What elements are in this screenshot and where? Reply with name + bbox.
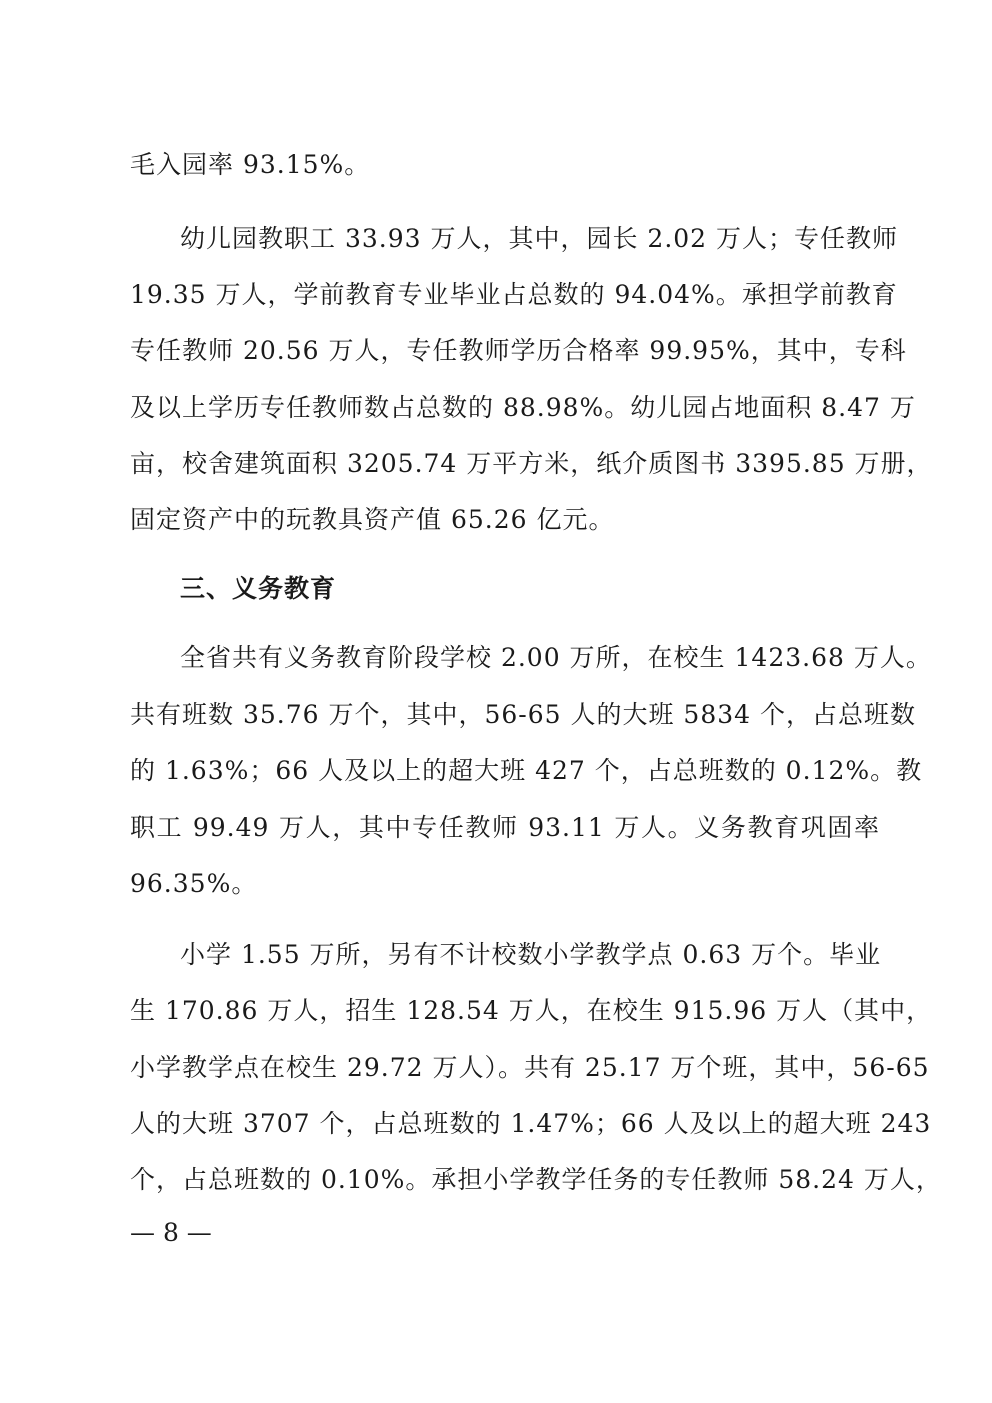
- text-line-14: 小学 1.55 万所，另有不计校数小学教学点 0.63 万个。毕业: [180, 940, 882, 969]
- text-line-11: 的 1.63%；66 人及以上的超大班 427 个，占总班数的 0.12%。教: [130, 756, 923, 785]
- text-line-15: 生 170.86 万人，招生 128.54 万人，在校生 915.96 万人（其中，: [130, 996, 933, 1025]
- text-line-7: 固定资产中的玩教具资产值 65.26 亿元。: [130, 505, 615, 534]
- text-line-16: 小学教学点在校生 29.72 万人）。共有 25.17 万个班，其中，56-65: [130, 1053, 930, 1082]
- text-line-9: 全省共有义务教育阶段学校 2.00 万所，在校生 1423.68 万人。: [180, 643, 932, 672]
- text-line-6: 亩，校舍建筑面积 3205.74 万平方米，纸介质图书 3395.85 万册，: [130, 449, 933, 478]
- text-line-3: 19.35 万人，学前教育专业毕业占总数的 94.04%。承担学前教育: [130, 280, 898, 309]
- section-heading: 三、义务教育: [180, 574, 337, 603]
- page-number: — 8 —: [130, 1218, 212, 1247]
- text-line-17: 人的大班 3707 个，占总班数的 1.47%；66 人及以上的超大班 243: [130, 1109, 932, 1138]
- text-line-12: 职工 99.49 万人，其中专任教师 93.11 万人。义务教育巩固率: [130, 813, 880, 842]
- text-line-5: 及以上学历专任教师数占总数的 88.98%。幼儿园占地面积 8.47 万: [130, 393, 916, 422]
- text-line-2: 幼儿园教职工 33.93 万人，其中，园长 2.02 万人；专任教师: [180, 224, 899, 253]
- text-line-18: 个，占总班数的 0.10%。承担小学教学任务的专任教师 58.24 万人，: [130, 1165, 942, 1194]
- text-line-13: 96.35%。: [130, 869, 258, 898]
- text-line-4: 专任教师 20.56 万人，专任教师学历合格率 99.95%，其中，专科: [130, 336, 907, 365]
- text-line-1: 毛入园率 93.15%。: [130, 150, 371, 179]
- text-line-10: 共有班数 35.76 万个，其中，56-65 人的大班 5834 个，占总班数: [130, 700, 916, 729]
